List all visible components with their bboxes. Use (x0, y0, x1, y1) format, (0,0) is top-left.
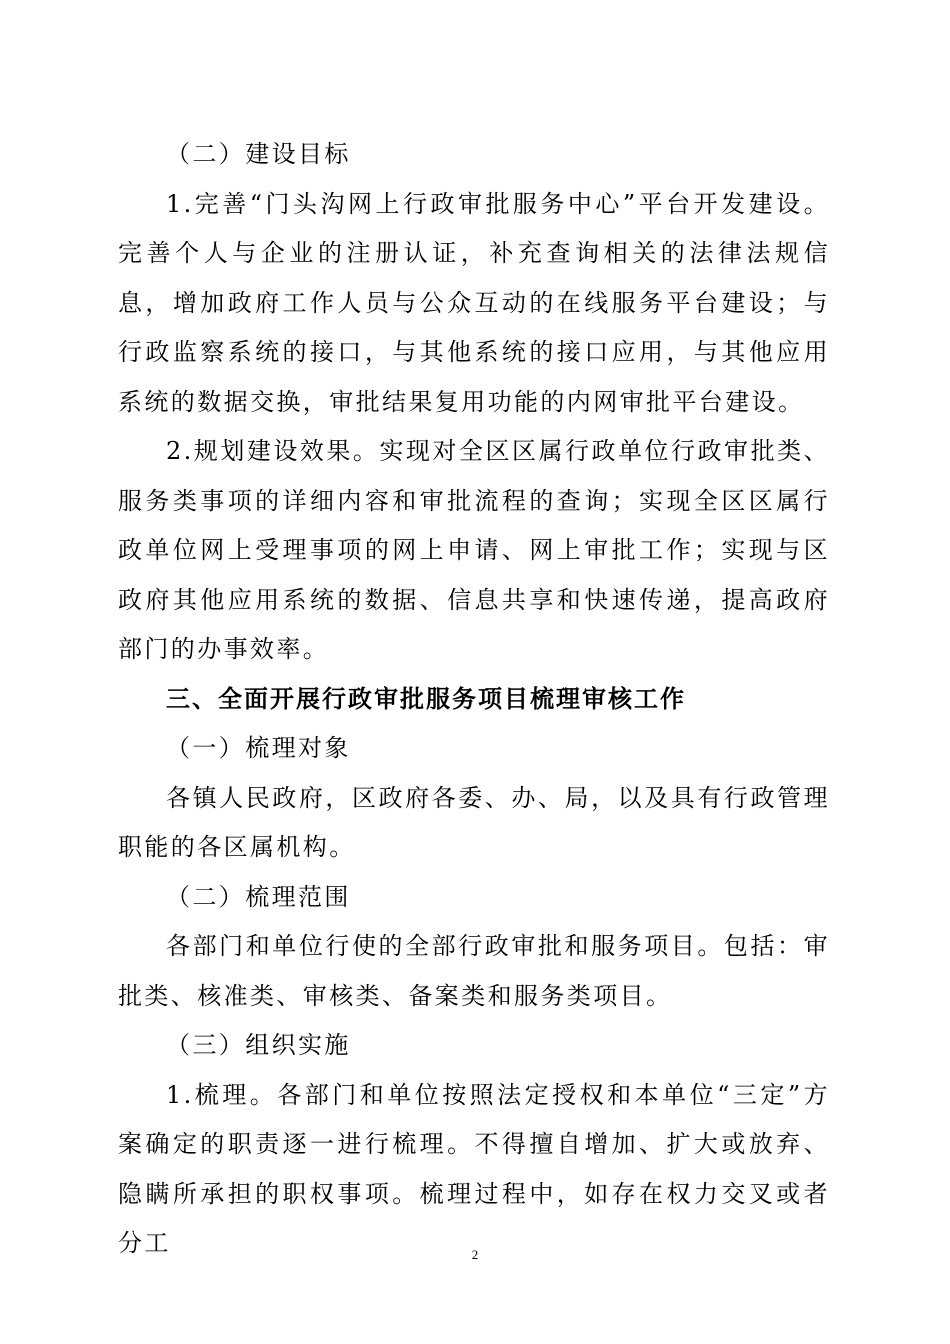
paragraph-review-scope: 各部门和单位行使的全部行政审批和服务项目。包括：审批类、核准类、审核类、备案类和服务类项目。 (118, 932, 830, 1010)
subheading-implementation: （三）组织实施 (166, 1031, 351, 1059)
paragraph-goal-1: 1.完善“门头沟网上行政审批服务中心”平台开发建设。完善个人与企业的注册认证，补充查询相关的法律法规信息，增加政府工作人员与公众互动的在线服务平台建设；与行政监察系统的接口，与其他系统的接口应用，与其他应用系统的数据交换，审批结果复用功能的内网审批平台建设。 (118, 189, 830, 416)
subheading-construction-goals: （二）建设目标 (166, 140, 351, 168)
subheading-review-scope: （二）梳理范围 (166, 882, 351, 911)
section-heading-3: 三、全面开展行政审批服务项目梳理审核工作 (166, 684, 686, 713)
document-body (118, 130, 830, 1269)
paragraph-goal-2: 2.规划建设效果。实现对全区区属行政单位行政审批类、服务类事项的详细内容和审批流程的查询；实现全区区属行政单位网上受理事项的网上申请、网上审批工作；实现与区政府其他应用系统的数据、信息共享和快速传递，提高政府部门的办事效率。 (118, 437, 830, 663)
paragraph-review-objects: 各镇人民政府，区政府各委、办、局，以及具有行政管理职能的各区属机构。 (118, 783, 830, 861)
subheading-review-objects: （一）梳理对象 (166, 734, 351, 762)
paragraph-implementation-1: 1.梳理。各部门和单位按照法定授权和本单位“三定”方案确定的职责逐一进行梳理。不得擅自增加、扩大或放弃、隐瞒所承担的职权事项。梳理过程中，如存在权力交叉或者分工 (118, 1080, 830, 1257)
page-number: 2 (471, 1247, 479, 1262)
